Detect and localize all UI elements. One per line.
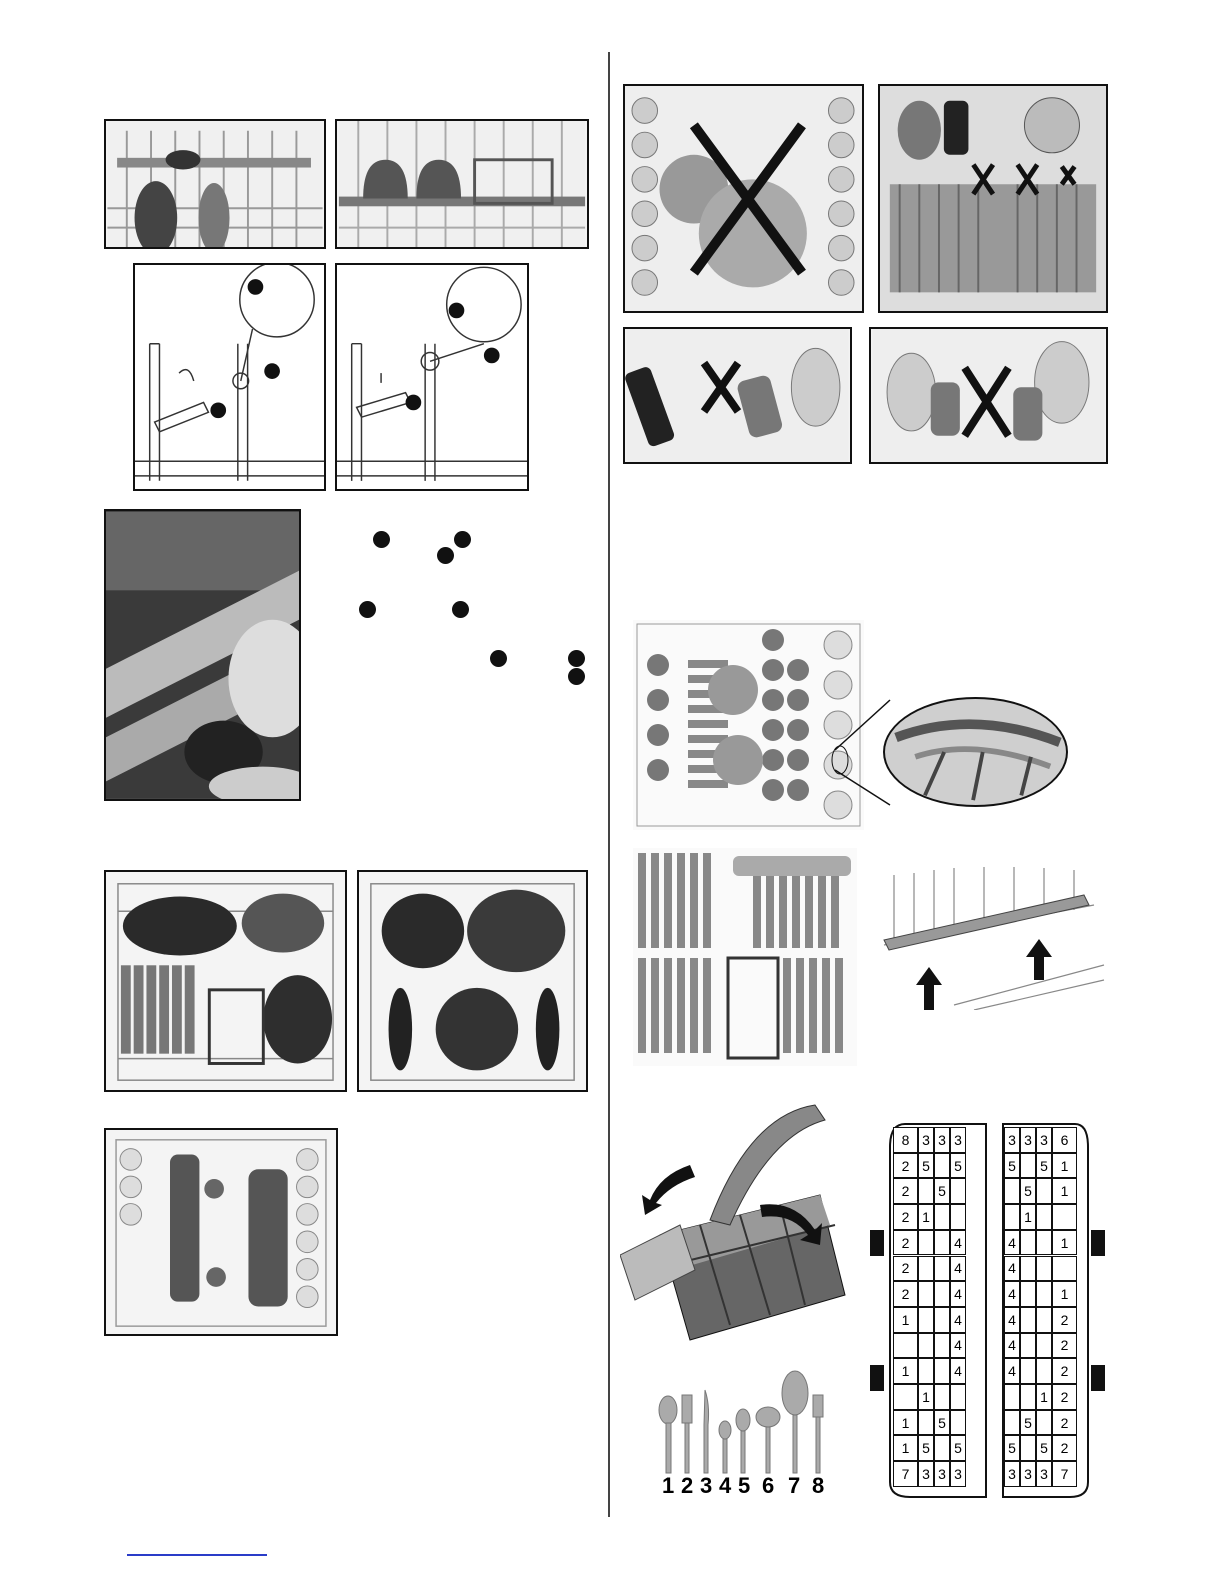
callout-dot [359,601,376,618]
callout-dot [568,650,585,667]
grid-cell-left [918,1256,934,1282]
grid-cell-left [950,1410,966,1436]
grid-cell-right: 4 [1004,1281,1020,1307]
grid-cell-right: 2 [1052,1358,1077,1384]
utensil-label-2: 2 [681,1473,694,1498]
grid-cell-right [1036,1307,1052,1333]
utensil-label-4: 4 [719,1473,732,1498]
grid-cell-left: 2 [893,1204,918,1230]
grid-cell-left [918,1230,934,1256]
grid-cell-right [1036,1178,1052,1204]
grid-cell-left: 2 [893,1256,918,1282]
grid-cell-right: 4 [1004,1230,1020,1256]
grid-cell-left: 4 [950,1358,966,1384]
grid-cell-right: 1 [1020,1204,1036,1230]
rack-adjust-diagram-1 [133,263,326,491]
grid-cell-right: 6 [1052,1127,1077,1153]
grid-cell-left: 3 [950,1461,966,1487]
grid-cell-left: 5 [918,1435,934,1461]
utensil-label-8: 8 [812,1473,825,1498]
grid-cell-right [1020,1384,1036,1410]
grid-cell-left: 4 [950,1307,966,1333]
callout-dot [490,650,507,667]
grid-cell-left [918,1410,934,1436]
grid-cell-left: 1 [893,1307,918,1333]
grid-cell-right [1020,1281,1036,1307]
grid-cell-left: 8 [893,1127,918,1153]
lower-rack-pans-2 [357,870,588,1092]
lower-rack-pans-1 [104,870,347,1092]
utensil-label-3: 3 [700,1473,713,1498]
grid-cell-left: 2 [893,1178,918,1204]
grid-cell-left [934,1358,950,1384]
grid-cell-right: 5 [1020,1410,1036,1436]
cutlery-placement-grid [870,1122,1105,1507]
grid-cell-right: 4 [1004,1256,1020,1282]
grid-cell-left [934,1333,950,1359]
grid-cell-right: 5 [1004,1153,1020,1179]
rack-shelf-image-2 [335,119,589,249]
zoom-detail [883,697,1068,807]
grid-cell-left: 4 [950,1281,966,1307]
grid-cell-left [918,1307,934,1333]
wrong-loading-1 [623,84,864,313]
grid-cell-left: 3 [950,1127,966,1153]
grid-cell-right: 1 [1052,1153,1077,1179]
utensil-label-6: 6 [762,1473,775,1498]
grid-cell-left: 5 [934,1410,950,1436]
grid-cell-right: 1 [1052,1178,1077,1204]
grid-cell-right: 3 [1020,1127,1036,1153]
cutlery-utensils [650,1365,835,1500]
utensil-label-1: 1 [662,1473,675,1498]
grid-cell-right [1020,1230,1036,1256]
callout-dot [437,547,454,564]
grid-cell-right [1020,1435,1036,1461]
rack-clip-diagram [874,865,1108,1010]
grid-cell-left: 2 [893,1281,918,1307]
grid-cell-left [918,1358,934,1384]
wrong-loading-3 [623,327,852,464]
grid-cell-left [893,1333,918,1359]
grid-cell-left: 5 [934,1178,950,1204]
grid-cell-right [1020,1307,1036,1333]
grid-cell-right [1020,1153,1036,1179]
callout-dot [373,531,390,548]
grid-cell-right: 2 [1052,1307,1077,1333]
grid-cell-left: 1 [893,1435,918,1461]
grid-cell-right: 4 [1004,1358,1020,1384]
grid-cell-left: 3 [918,1127,934,1153]
grid-cell-left: 1 [893,1358,918,1384]
footer-link-underline[interactable] [127,1554,267,1556]
grid-cell-left [934,1256,950,1282]
grid-cell-right: 2 [1052,1435,1077,1461]
grid-cell-right [1036,1358,1052,1384]
utensil-label-5: 5 [738,1473,751,1498]
grid-cell-left: 4 [950,1333,966,1359]
grid-cell-right: 5 [1004,1435,1020,1461]
grid-cell-right [1036,1230,1052,1256]
grid-cell-left [934,1435,950,1461]
grid-cell-left: 1 [918,1204,934,1230]
grid-cell-right [1052,1256,1077,1282]
grid-cell-left [934,1153,950,1179]
grid-cell-left: 7 [893,1461,918,1487]
grid-cell-right [1004,1178,1020,1204]
grid-cell-left [950,1204,966,1230]
grid-cell-left [934,1230,950,1256]
grid-cell-right: 3 [1036,1461,1052,1487]
lower-rack-correct [633,848,857,1066]
grid-cell-right [1020,1333,1036,1359]
grid-cell-right: 2 [1052,1384,1077,1410]
grid-cell-left: 3 [934,1461,950,1487]
callout-dot [454,531,471,548]
grid-cell-right [1004,1204,1020,1230]
grid-cell-right [1020,1358,1036,1384]
rack-shelf-image-1 [104,119,326,249]
grid-cell-right [1036,1204,1052,1230]
grid-cell-left: 2 [893,1153,918,1179]
grid-cell-right [1004,1384,1020,1410]
grid-cell-right [1020,1256,1036,1282]
grid-clip [1091,1365,1105,1391]
grid-cell-left: 5 [918,1153,934,1179]
grid-cell-left [918,1333,934,1359]
grid-cell-right: 2 [1052,1410,1077,1436]
grid-cell-right [1036,1333,1052,1359]
grid-cell-right: 1 [1036,1384,1052,1410]
grid-cell-right: 3 [1004,1461,1020,1487]
grid-cell-right [1004,1410,1020,1436]
grid-cell-right [1036,1281,1052,1307]
grid-cell-right [1036,1410,1052,1436]
grid-cell-left [918,1281,934,1307]
grid-cell-right [1052,1204,1077,1230]
grid-cell-right: 5 [1020,1178,1036,1204]
grid-cell-right: 5 [1036,1435,1052,1461]
grid-cell-right: 2 [1052,1333,1077,1359]
grid-cell-left: 5 [950,1153,966,1179]
wrong-loading-2 [878,84,1108,313]
grid-cell-left: 2 [893,1230,918,1256]
grid-cell-left: 4 [950,1256,966,1282]
zoom-connector [830,690,900,810]
grid-cell-left [934,1281,950,1307]
utensil-label-7: 7 [788,1473,801,1498]
grid-cell-left [950,1178,966,1204]
grid-cell-right: 3 [1020,1461,1036,1487]
grid-cell-left [934,1204,950,1230]
grid-cell-right: 7 [1052,1461,1077,1487]
grid-cell-left [934,1307,950,1333]
grid-cell-left: 3 [934,1127,950,1153]
column-divider [608,52,610,1517]
grid-cell-right: 5 [1036,1153,1052,1179]
cutlery-tray-photo [104,509,301,801]
grid-clip [1091,1230,1105,1256]
grid-cell-right: 3 [1004,1127,1020,1153]
grid-cell-left: 5 [950,1435,966,1461]
grid-clip [870,1230,884,1256]
grid-clip [870,1365,884,1391]
callout-dot [568,668,585,685]
grid-cell-left: 3 [918,1461,934,1487]
grid-cell-left: 1 [918,1384,934,1410]
grid-cell-right: 4 [1004,1333,1020,1359]
callout-dot [452,601,469,618]
cutlery-basket-illustration [620,1095,855,1345]
grid-cell-left [918,1178,934,1204]
grid-cell-right [1036,1256,1052,1282]
grid-cell-right: 1 [1052,1230,1077,1256]
grid-cell-left [950,1384,966,1410]
grid-cell-left: 1 [893,1410,918,1436]
grid-cell-right: 4 [1004,1307,1020,1333]
grid-cell-left [934,1384,950,1410]
upper-rack-mixed [104,1128,338,1336]
grid-cell-right: 1 [1052,1281,1077,1307]
wrong-loading-4 [869,327,1108,464]
grid-cell-left [893,1384,918,1410]
grid-cell-right: 3 [1036,1127,1052,1153]
grid-cell-left: 4 [950,1230,966,1256]
rack-adjust-diagram-2 [335,263,529,491]
